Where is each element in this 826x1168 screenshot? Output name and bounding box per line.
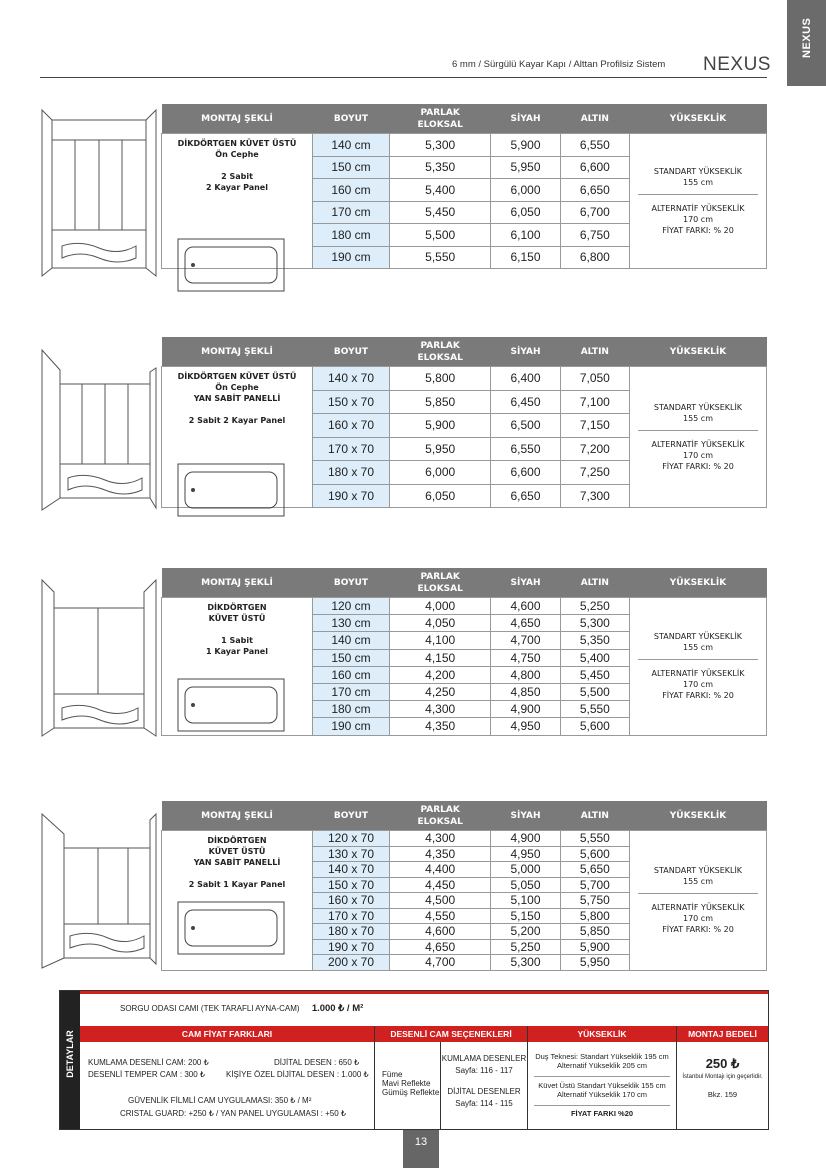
col-parlak: PARLAK ELOKSAL bbox=[390, 337, 491, 367]
cam-header: CAM FİYAT FARKLARI bbox=[80, 1026, 374, 1042]
size-cell: 160 cm bbox=[313, 179, 390, 202]
montaj-line: 2 Kayar Panel bbox=[206, 183, 268, 192]
details-panel bbox=[59, 990, 769, 1130]
shower-illustration-1 bbox=[40, 108, 158, 278]
parlak-cell: 5,900 bbox=[390, 414, 491, 438]
parlak-cell: 5,550 bbox=[390, 246, 491, 269]
yuk-line: Duş Teknesi: Standart Yükseklik 195 cm bbox=[535, 1052, 669, 1061]
size-cell: 180 x 70 bbox=[313, 924, 390, 940]
siyah-cell: 4,850 bbox=[491, 683, 560, 700]
siyah-cell: 6,000 bbox=[491, 179, 560, 202]
montaj-line: DİKDÖRTGEN bbox=[207, 603, 267, 612]
parlak-cell: 5,850 bbox=[390, 390, 491, 414]
price-table-3 bbox=[161, 568, 767, 736]
montaj-line: 2 Sabit bbox=[221, 172, 253, 181]
altin-cell: 5,550 bbox=[560, 701, 629, 718]
side-tab bbox=[787, 0, 826, 86]
montaj-line: 1 Sabit bbox=[221, 636, 253, 645]
cam-prices bbox=[88, 1042, 370, 1129]
shower-illustration-2 bbox=[40, 348, 158, 513]
altin-cell: 6,600 bbox=[560, 156, 629, 179]
montaj-line: DİKDÖRTGEN KÜVET ÜSTÜ bbox=[177, 139, 297, 148]
montaj-line: YAN SABİT PANELLİ bbox=[193, 394, 281, 403]
desenli-line: KUMLAMA DESENLER bbox=[441, 1054, 527, 1063]
yukseklik-cell: STANDART YÜKSEKLİK 155 cm ALTERNATİF YÜKSEKLİK 170 cm FİYAT FARKI: % 20 bbox=[630, 367, 767, 508]
altin-cell: 6,700 bbox=[560, 201, 629, 224]
altin-cell: 7,300 bbox=[560, 484, 629, 508]
parlak-cell: 5,800 bbox=[390, 367, 491, 391]
siyah-cell: 6,050 bbox=[491, 201, 560, 224]
page-number: 13 bbox=[403, 1130, 439, 1168]
col-altin: ALTIN bbox=[560, 801, 629, 831]
table-row bbox=[162, 134, 767, 157]
parlak-cell: 4,200 bbox=[390, 666, 491, 683]
yukseklik-cell: STANDART YÜKSEKLİK 155 cm ALTERNATİF YÜKSEKLİK 170 cm FİYAT FARKI: % 20 bbox=[630, 134, 767, 269]
desenli-header: DESENLİ CAM SEÇENEKLERİ bbox=[375, 1026, 527, 1042]
col-siyah: SİYAH bbox=[491, 568, 560, 598]
details-side-label: DETAYLAR bbox=[65, 1030, 75, 1078]
montaj-cell bbox=[162, 831, 313, 971]
cam-line: DİJİTAL DESEN : 650 ₺ bbox=[274, 1058, 360, 1067]
yukseklik-cell: STANDART YÜKSEKLİK 155 cm ALTERNATİF YÜKSEKLİK 170 cm FİYAT FARKI: % 20 bbox=[630, 598, 767, 736]
parlak-cell: 4,350 bbox=[390, 846, 491, 862]
montaj-price: 250 ₺ bbox=[705, 1056, 740, 1071]
col-montaj: MONTAJ ŞEKLİ bbox=[162, 104, 313, 134]
col-yukseklik: YÜKSEKLİK bbox=[630, 568, 767, 598]
size-cell: 200 x 70 bbox=[313, 955, 390, 971]
altin-cell: 6,550 bbox=[560, 134, 629, 157]
parlak-cell: 4,000 bbox=[390, 598, 491, 615]
col-boyut: BOYUT bbox=[313, 801, 390, 831]
shower-illustration-4 bbox=[40, 812, 158, 972]
altin-cell: 5,800 bbox=[560, 908, 629, 924]
montaj-cell bbox=[162, 598, 313, 736]
size-cell: 170 cm bbox=[313, 683, 390, 700]
yukseklik-info bbox=[528, 1042, 676, 1129]
bathtub-icon bbox=[177, 463, 285, 517]
col-siyah: SİYAH bbox=[491, 337, 560, 367]
details-side-bar bbox=[60, 991, 80, 1129]
montaj-line: DİKDÖRTGEN bbox=[207, 836, 267, 845]
size-cell: 160 x 70 bbox=[313, 414, 390, 438]
montaj-line bbox=[162, 868, 312, 879]
altin-cell: 5,300 bbox=[560, 615, 629, 632]
size-cell: 140 cm bbox=[313, 134, 390, 157]
montaj-line: 2 Sabit 2 Kayar Panel bbox=[188, 416, 286, 425]
siyah-cell: 5,200 bbox=[491, 924, 560, 940]
bathtub-icon bbox=[177, 238, 285, 292]
col-montaj: MONTAJ ŞEKLİ bbox=[162, 801, 313, 831]
desenli-color: Gümüş Reflekte bbox=[382, 1088, 440, 1097]
parlak-cell: 4,050 bbox=[390, 615, 491, 632]
parlak-cell: 4,250 bbox=[390, 683, 491, 700]
desenli-line: Sayfa: 116 - 117 bbox=[455, 1066, 513, 1075]
montaj-line: KÜVET ÜSTÜ bbox=[208, 614, 266, 623]
parlak-cell: 4,600 bbox=[390, 924, 491, 940]
siyah-cell: 5,150 bbox=[491, 908, 560, 924]
siyah-cell: 4,800 bbox=[491, 666, 560, 683]
parlak-cell: 5,450 bbox=[390, 201, 491, 224]
siyah-cell: 4,900 bbox=[491, 831, 560, 847]
desenli-pages bbox=[440, 1042, 527, 1129]
table-row bbox=[162, 367, 767, 391]
parlak-cell: 5,350 bbox=[390, 156, 491, 179]
parlak-cell: 5,950 bbox=[390, 437, 491, 461]
montaj-line bbox=[162, 404, 312, 415]
size-cell: 160 x 70 bbox=[313, 893, 390, 909]
siyah-cell: 5,950 bbox=[491, 156, 560, 179]
size-cell: 150 x 70 bbox=[313, 390, 390, 414]
desenli-colors bbox=[382, 1042, 442, 1129]
parlak-cell: 4,700 bbox=[390, 955, 491, 971]
siyah-cell: 5,100 bbox=[491, 893, 560, 909]
siyah-cell: 4,700 bbox=[491, 632, 560, 649]
price-table-4 bbox=[161, 801, 767, 971]
altin-cell: 7,250 bbox=[560, 461, 629, 485]
siyah-cell: 4,650 bbox=[491, 615, 560, 632]
montaj-line: 1 Kayar Panel bbox=[206, 647, 268, 656]
siyah-cell: 5,900 bbox=[491, 134, 560, 157]
montaj-cell bbox=[162, 134, 313, 269]
size-cell: 130 x 70 bbox=[313, 846, 390, 862]
siyah-cell: 5,000 bbox=[491, 862, 560, 878]
siyah-cell: 6,650 bbox=[491, 484, 560, 508]
altin-cell: 7,200 bbox=[560, 437, 629, 461]
shower-illustration-3 bbox=[40, 578, 158, 738]
col-parlak: PARLAK ELOKSAL bbox=[390, 104, 491, 134]
col-yukseklik: YÜKSEKLİK bbox=[630, 104, 767, 134]
size-cell: 170 cm bbox=[313, 201, 390, 224]
size-cell: 180 x 70 bbox=[313, 461, 390, 485]
header-subtitle: 6 mm / Sürgülü Kayar Kapı / Alttan Profilsiz Sistem bbox=[452, 59, 666, 70]
col-boyut: BOYUT bbox=[313, 337, 390, 367]
altin-cell: 5,600 bbox=[560, 718, 629, 735]
desenli-line: DİJİTAL DESENLER bbox=[447, 1087, 521, 1096]
size-cell: 140 x 70 bbox=[313, 862, 390, 878]
altin-cell: 7,100 bbox=[560, 390, 629, 414]
parlak-cell: 4,300 bbox=[390, 701, 491, 718]
altin-cell: 5,500 bbox=[560, 683, 629, 700]
price-table-1 bbox=[161, 104, 767, 269]
header-brand: NEXUS bbox=[703, 54, 771, 75]
sorgu-row bbox=[120, 1003, 363, 1014]
col-boyut: BOYUT bbox=[313, 568, 390, 598]
parlak-cell: 4,450 bbox=[390, 877, 491, 893]
parlak-cell: 6,050 bbox=[390, 484, 491, 508]
siyah-cell: 4,950 bbox=[491, 846, 560, 862]
col-montaj: MONTAJ ŞEKLİ bbox=[162, 568, 313, 598]
size-cell: 150 cm bbox=[313, 649, 390, 666]
siyah-cell: 4,600 bbox=[491, 598, 560, 615]
montaj-note: İstanbul Montajı için geçerlidir. bbox=[682, 1074, 763, 1080]
col-yukseklik: YÜKSEKLİK bbox=[630, 801, 767, 831]
siyah-cell: 6,400 bbox=[491, 367, 560, 391]
montaj-header: MONTAJ BEDELİ bbox=[677, 1026, 768, 1042]
sorgu-label: SORGU ODASI CAMI (TEK TARAFLI AYNA-CAM) bbox=[120, 1004, 300, 1013]
montaj-line: DİKDÖRTGEN KÜVET ÜSTÜ bbox=[177, 372, 297, 381]
altin-cell: 6,800 bbox=[560, 246, 629, 269]
yukseklik-header: YÜKSEKLİK bbox=[528, 1026, 676, 1042]
cam-line: KİŞİYE ÖZEL DİJİTAL DESEN : 1.000 ₺ bbox=[226, 1070, 369, 1079]
siyah-cell: 6,150 bbox=[491, 246, 560, 269]
header-divider bbox=[40, 77, 767, 78]
siyah-cell: 5,250 bbox=[491, 939, 560, 955]
siyah-cell: 6,450 bbox=[491, 390, 560, 414]
altin-cell: 5,850 bbox=[560, 924, 629, 940]
size-cell: 180 cm bbox=[313, 701, 390, 718]
montaj-line: 2 Sabit 1 Kayar Panel bbox=[188, 880, 286, 889]
desenli-color: Mavi Reflekte bbox=[382, 1079, 431, 1088]
montaj-line: YAN SABİT PANELLİ bbox=[193, 858, 281, 867]
parlak-cell: 6,000 bbox=[390, 461, 491, 485]
parlak-cell: 4,550 bbox=[390, 908, 491, 924]
cam-line: DESENLİ TEMPER CAM : 300 ₺ bbox=[88, 1070, 205, 1079]
montaj-line: Ön Cephe bbox=[215, 383, 259, 392]
parlak-cell: 5,500 bbox=[390, 224, 491, 247]
size-cell: 190 x 70 bbox=[313, 484, 390, 508]
side-tab-label: NEXUS bbox=[801, 17, 813, 58]
col-boyut: BOYUT bbox=[313, 104, 390, 134]
yuk-line: FİYAT FARKI %20 bbox=[534, 1105, 670, 1118]
col-altin: ALTIN bbox=[560, 337, 629, 367]
montaj-cell bbox=[162, 367, 313, 508]
size-cell: 170 x 70 bbox=[313, 908, 390, 924]
parlak-cell: 4,350 bbox=[390, 718, 491, 735]
col-parlak: PARLAK ELOKSAL bbox=[390, 801, 491, 831]
size-cell: 190 cm bbox=[313, 718, 390, 735]
cam-line: KUMLAMA DESENLİ CAM: 200 ₺ bbox=[88, 1058, 209, 1067]
col-siyah: SİYAH bbox=[491, 104, 560, 134]
altin-cell: 5,650 bbox=[560, 862, 629, 878]
altin-cell: 5,750 bbox=[560, 893, 629, 909]
siyah-cell: 4,900 bbox=[491, 701, 560, 718]
bathtub-icon bbox=[177, 901, 285, 955]
size-cell: 160 cm bbox=[313, 666, 390, 683]
parlak-cell: 4,500 bbox=[390, 893, 491, 909]
size-cell: 140 cm bbox=[313, 632, 390, 649]
table-row bbox=[162, 598, 767, 615]
siyah-cell: 6,600 bbox=[491, 461, 560, 485]
desenli-color: Füme bbox=[382, 1070, 403, 1079]
col-parlak: PARLAK ELOKSAL bbox=[390, 568, 491, 598]
parlak-cell: 4,650 bbox=[390, 939, 491, 955]
siyah-cell: 6,550 bbox=[491, 437, 560, 461]
col-altin: ALTIN bbox=[560, 568, 629, 598]
altin-cell: 5,450 bbox=[560, 666, 629, 683]
montaj-ref: Bkz. 159 bbox=[707, 1090, 738, 1099]
altin-cell: 5,400 bbox=[560, 649, 629, 666]
altin-cell: 7,150 bbox=[560, 414, 629, 438]
parlak-cell: 5,300 bbox=[390, 134, 491, 157]
col-siyah: SİYAH bbox=[491, 801, 560, 831]
desenli-line: Sayfa: 114 - 115 bbox=[455, 1099, 513, 1108]
yuk-line: Alternatif Yükseklik 205 cm bbox=[557, 1061, 647, 1070]
table-row bbox=[162, 831, 767, 847]
parlak-cell: 4,300 bbox=[390, 831, 491, 847]
details-red-line bbox=[80, 991, 768, 994]
montaj-line bbox=[162, 624, 312, 635]
parlak-cell: 4,100 bbox=[390, 632, 491, 649]
size-cell: 180 cm bbox=[313, 224, 390, 247]
montaj-line: Ön Cephe bbox=[215, 150, 259, 159]
altin-cell: 5,950 bbox=[560, 955, 629, 971]
col-yukseklik: YÜKSEKLİK bbox=[630, 337, 767, 367]
siyah-cell: 5,300 bbox=[491, 955, 560, 971]
col-altin: ALTIN bbox=[560, 104, 629, 134]
altin-cell: 5,350 bbox=[560, 632, 629, 649]
size-cell: 120 cm bbox=[313, 598, 390, 615]
size-cell: 120 x 70 bbox=[313, 831, 390, 847]
parlak-cell: 5,400 bbox=[390, 179, 491, 202]
altin-cell: 5,250 bbox=[560, 598, 629, 615]
price-table-2 bbox=[161, 337, 767, 508]
siyah-cell: 6,500 bbox=[491, 414, 560, 438]
bathtub-icon bbox=[177, 678, 285, 732]
col-montaj: MONTAJ ŞEKLİ bbox=[162, 337, 313, 367]
montaj-bedeli bbox=[677, 1042, 768, 1129]
size-cell: 140 x 70 bbox=[313, 367, 390, 391]
parlak-cell: 4,150 bbox=[390, 649, 491, 666]
size-cell: 130 cm bbox=[313, 615, 390, 632]
altin-cell: 5,700 bbox=[560, 877, 629, 893]
parlak-cell: 4,400 bbox=[390, 862, 491, 878]
cam-line: GÜVENLİK FİLMLİ CAM UYGULAMASI: 350 ₺ / M² bbox=[128, 1096, 312, 1105]
altin-cell: 5,600 bbox=[560, 846, 629, 862]
montaj-line bbox=[162, 160, 312, 171]
altin-cell: 6,650 bbox=[560, 179, 629, 202]
size-cell: 170 x 70 bbox=[313, 437, 390, 461]
yuk-line: Alternatif Yükseklik 170 cm bbox=[557, 1090, 647, 1099]
siyah-cell: 4,750 bbox=[491, 649, 560, 666]
size-cell: 190 x 70 bbox=[313, 939, 390, 955]
siyah-cell: 4,950 bbox=[491, 718, 560, 735]
altin-cell: 5,900 bbox=[560, 939, 629, 955]
siyah-cell: 5,050 bbox=[491, 877, 560, 893]
cam-line: CRISTAL GUARD: +250 ₺ / YAN PANEL UYGULAMASI : +50 ₺ bbox=[120, 1109, 346, 1118]
size-cell: 190 cm bbox=[313, 246, 390, 269]
altin-cell: 5,550 bbox=[560, 831, 629, 847]
size-cell: 150 x 70 bbox=[313, 877, 390, 893]
sorgu-price: 1.000 ₺ / M² bbox=[311, 1003, 364, 1014]
siyah-cell: 6,100 bbox=[491, 224, 560, 247]
montaj-line: KÜVET ÜSTÜ bbox=[208, 847, 266, 856]
yukseklik-cell: STANDART YÜKSEKLİK 155 cm ALTERNATİF YÜKSEKLİK 170 cm FİYAT FARKI: % 20 bbox=[630, 831, 767, 971]
yuk-line: Küvet Üstü Standart Yükseklik 155 cm bbox=[534, 1076, 670, 1090]
size-cell: 150 cm bbox=[313, 156, 390, 179]
altin-cell: 7,050 bbox=[560, 367, 629, 391]
altin-cell: 6,750 bbox=[560, 224, 629, 247]
